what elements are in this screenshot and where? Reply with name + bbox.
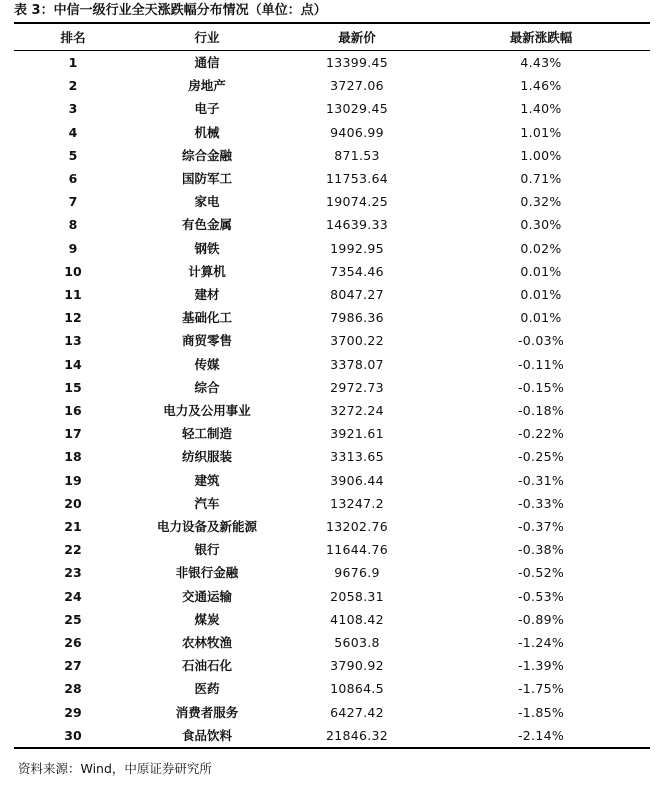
table-row [14,631,650,654]
table-row [14,701,650,724]
header-industry: 行业 [194,30,220,45]
price-cell: 5603.8 [334,635,380,651]
rank-cell: 20 [64,495,82,511]
change-cell: -1.24% [517,635,565,651]
industry-cell: 农林牧渔 [181,635,232,651]
rank-cell: 16 [64,403,82,419]
price-cell: 13202.76 [325,519,389,535]
rank-cell: 23 [64,565,82,581]
rank-cell: 17 [64,426,82,442]
change-cell: -0.25% [517,449,565,465]
rank-cell: 15 [64,379,82,395]
table-row [14,306,650,329]
industry-cell: 房地产 [188,78,226,94]
table-row [14,399,650,422]
header-rank: 排名 [60,30,86,45]
change-cell: 0.71% [520,171,562,187]
table-row [14,190,650,213]
change-cell: -0.11% [517,356,565,372]
change-cell: 1.01% [520,124,562,140]
change-cell: 1.00% [520,147,562,163]
rank-cell: 27 [64,658,82,674]
rank-cell: 7 [68,194,78,210]
rank-cell: 10 [64,263,82,279]
table-row [14,492,650,515]
price-cell: 7986.36 [330,310,384,326]
industry-cell: 食品饮料 [181,727,232,743]
price-cell: 11644.76 [325,542,389,558]
change-cell: -0.52% [517,565,565,581]
change-cell: 0.01% [520,263,562,279]
table-row [14,654,650,677]
change-cell: -0.38% [517,542,565,558]
rank-cell: 21 [64,519,82,535]
price-cell: 13247.2 [330,495,384,511]
change-cell: 0.32% [520,194,562,210]
industry-cell: 综合 [194,379,220,395]
change-cell: -0.33% [517,495,565,511]
price-cell: 3272.24 [330,403,384,419]
price-cell: 3921.61 [330,426,384,442]
price-cell: 871.53 [334,147,380,163]
industry-cell: 电力及公用事业 [163,403,251,419]
change-cell: -1.39% [517,658,565,674]
industry-cell: 计算机 [188,263,226,279]
change-cell: -0.37% [517,519,565,535]
rank-cell: 30 [64,727,82,743]
price-cell: 9676.9 [334,565,380,581]
change-cell: 4.43% [520,55,562,70]
table-row [14,376,650,399]
rank-cell: 14 [64,356,82,372]
industry-cell: 汽车 [194,495,220,511]
price-cell: 9406.99 [330,124,384,140]
rank-cell: 28 [64,681,82,697]
industry-cell: 煤炭 [194,611,220,627]
industry-cell: 电力设备及新能源 [156,519,257,535]
change-cell: -1.75% [517,681,565,697]
rank-cell: 4 [68,124,78,140]
table-row [14,213,650,236]
price-cell: 3378.07 [330,356,384,372]
change-cell: -0.22% [517,426,565,442]
rank-cell: 6 [68,171,78,187]
industry-performance-table [14,22,650,749]
table-header [14,23,650,51]
rank-cell: 5 [68,147,78,163]
change-cell: 1.46% [520,78,562,94]
table-caption: 表 3：中信一级行业全天涨跌幅分布情况（单位：点） [14,3,327,18]
industry-cell: 电子 [194,101,220,117]
rank-cell: 9 [68,240,78,256]
table-row [14,585,650,608]
table-row [14,144,650,167]
table-row [14,677,650,700]
industry-cell: 轻工制造 [181,426,232,442]
price-cell: 3700.22 [330,333,384,349]
price-cell: 4108.42 [330,611,384,627]
industry-cell: 有色金属 [181,217,232,233]
change-cell: 1.40% [520,101,562,117]
table-row [14,97,650,120]
table-row [14,121,650,144]
price-cell: 11753.64 [325,171,389,187]
price-cell: 3313.65 [330,449,384,465]
price-cell: 2058.31 [330,588,384,604]
industry-cell: 建筑 [194,472,220,488]
change-cell: 0.30% [520,217,562,233]
change-cell: 0.01% [520,287,562,303]
header-price: 最新价 [338,30,376,45]
industry-cell: 钢铁 [194,240,220,256]
change-cell: -1.85% [517,704,565,720]
rank-cell: 19 [64,472,82,488]
price-cell: 8047.27 [330,287,384,303]
rank-cell: 29 [64,704,82,720]
table-row [14,469,650,492]
industry-performance-table-container [14,22,650,749]
table-row [14,353,650,376]
rank-cell: 8 [68,217,78,233]
change-cell: -2.14% [517,727,565,743]
price-cell: 21846.32 [325,727,389,743]
industry-cell: 机械 [194,124,220,140]
industry-cell: 纺织服装 [181,449,232,465]
price-cell: 19074.25 [325,194,389,210]
industry-cell: 综合金融 [181,147,232,163]
rank-cell: 13 [64,333,82,349]
change-cell: -0.18% [517,403,565,419]
rank-cell: 11 [64,287,82,303]
industry-cell: 银行 [194,542,220,558]
industry-cell: 通信 [194,55,220,70]
change-cell: 0.02% [520,240,562,256]
rank-cell: 12 [64,310,82,326]
change-cell: 0.01% [520,310,562,326]
table-row [14,260,650,283]
table-row [14,608,650,631]
price-cell: 13029.45 [325,101,389,117]
rank-cell: 18 [64,449,82,465]
industry-cell: 医药 [194,681,220,697]
rank-cell: 24 [64,588,82,604]
table-row [14,329,650,352]
table-row [14,445,650,468]
table-row [14,51,650,75]
industry-cell: 消费者服务 [175,704,239,720]
industry-cell: 石油石化 [181,658,232,674]
change-cell: -0.15% [517,379,565,395]
price-cell: 3790.92 [330,658,384,674]
industry-cell: 非银行金融 [175,565,239,581]
industry-cell: 交通运输 [181,588,232,604]
price-cell: 10864.5 [330,681,384,697]
change-cell: -0.53% [517,588,565,604]
rank-cell: 2 [68,78,78,94]
price-cell: 14639.33 [325,217,389,233]
price-cell: 2972.73 [330,379,384,395]
table-row [14,515,650,538]
rank-cell: 1 [68,55,78,70]
price-cell: 6427.42 [330,704,384,720]
change-cell: -0.03% [517,333,565,349]
table-row [14,538,650,561]
price-cell: 7354.46 [330,263,384,279]
rank-cell: 3 [68,101,78,117]
header-change: 最新涨跌幅 [509,30,573,45]
table-row [14,724,650,748]
change-cell: -0.31% [517,472,565,488]
change-cell: -0.89% [517,611,565,627]
rank-cell: 26 [64,635,82,651]
industry-cell: 传媒 [194,356,220,372]
rank-cell: 22 [64,542,82,558]
industry-cell: 家电 [194,194,220,210]
table-row [14,167,650,190]
table-row [14,561,650,584]
table-row [14,283,650,306]
industry-cell: 国防军工 [181,171,232,187]
table-row [14,74,650,97]
industry-cell: 建材 [194,287,220,303]
header-row [14,23,650,51]
price-cell: 3906.44 [330,472,384,488]
source-note: 资料来源：Wind，中原证券研究所 [18,761,212,776]
table-row [14,422,650,445]
table-row [14,237,650,260]
price-cell: 3727.06 [330,78,384,94]
industry-cell: 商贸零售 [181,333,232,349]
industry-cell: 基础化工 [181,310,232,326]
price-cell: 1992.95 [330,240,384,256]
table-body [14,51,650,749]
rank-cell: 25 [64,611,82,627]
price-cell: 13399.45 [325,55,389,70]
